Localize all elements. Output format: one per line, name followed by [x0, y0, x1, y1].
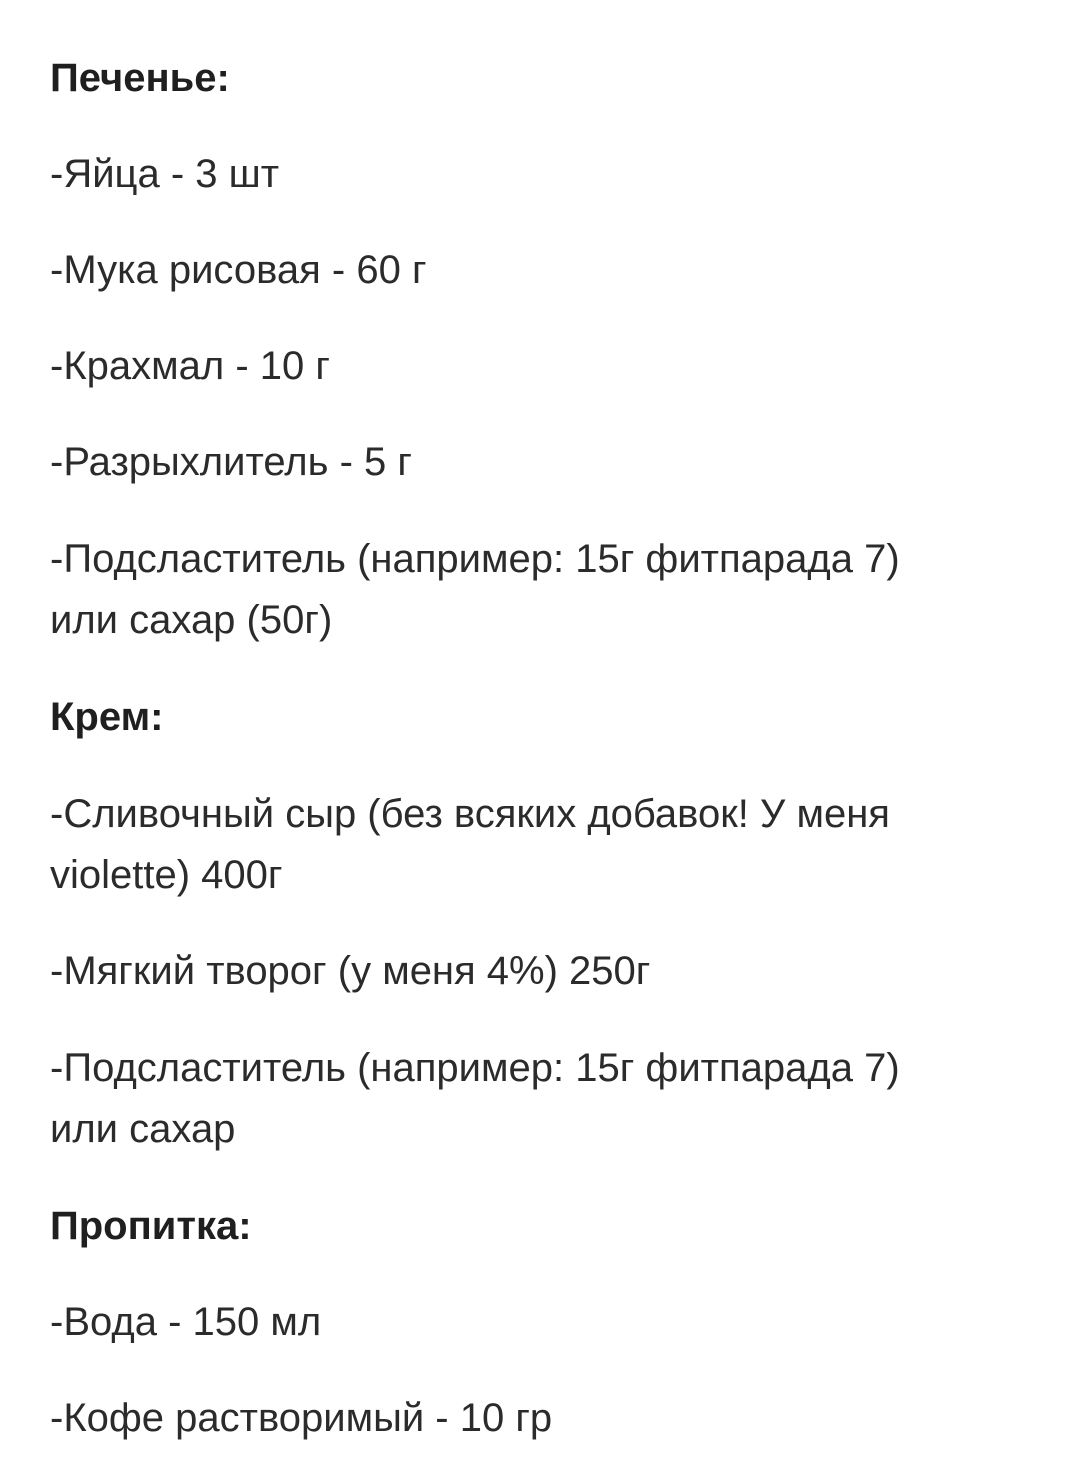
- ingredient-instant-coffee: -Кофе растворимый - 10 гр: [50, 1396, 553, 1440]
- ingredient-cream-sweetener-line1: -Подсластитель (например: 15г фитпарада 7): [50, 1046, 900, 1090]
- ingredient-sweetener-line2: или сахар (50г): [50, 598, 333, 642]
- section-heading-cookies: Печенье:: [50, 56, 230, 100]
- ingredient-water: -Вода - 150 мл: [50, 1300, 322, 1344]
- ingredient-cream-cheese-line2: violette) 400г: [50, 853, 283, 897]
- section-heading-soak: Пропитка:: [50, 1204, 252, 1248]
- ingredient-baking-powder: -Разрыхлитель - 5 г: [50, 440, 412, 484]
- ingredient-cream-sweetener-line2: или сахар: [50, 1107, 236, 1151]
- section-heading-cream: Крем:: [50, 695, 164, 739]
- ingredient-rice-flour: -Мука рисовая - 60 г: [50, 248, 427, 292]
- ingredient-eggs: -Яйца - 3 шт: [50, 152, 280, 196]
- ingredient-starch: -Крахмал - 10 г: [50, 344, 330, 388]
- ingredient-soft-cottage-cheese: -Мягкий творог (у меня 4%) 250г: [50, 949, 651, 993]
- ingredient-sweetener-line1: -Подсластитель (например: 15г фитпарада 7): [50, 537, 900, 581]
- ingredient-cream-cheese-line1: -Сливочный сыр (без всяких добавок! У меня: [50, 792, 890, 836]
